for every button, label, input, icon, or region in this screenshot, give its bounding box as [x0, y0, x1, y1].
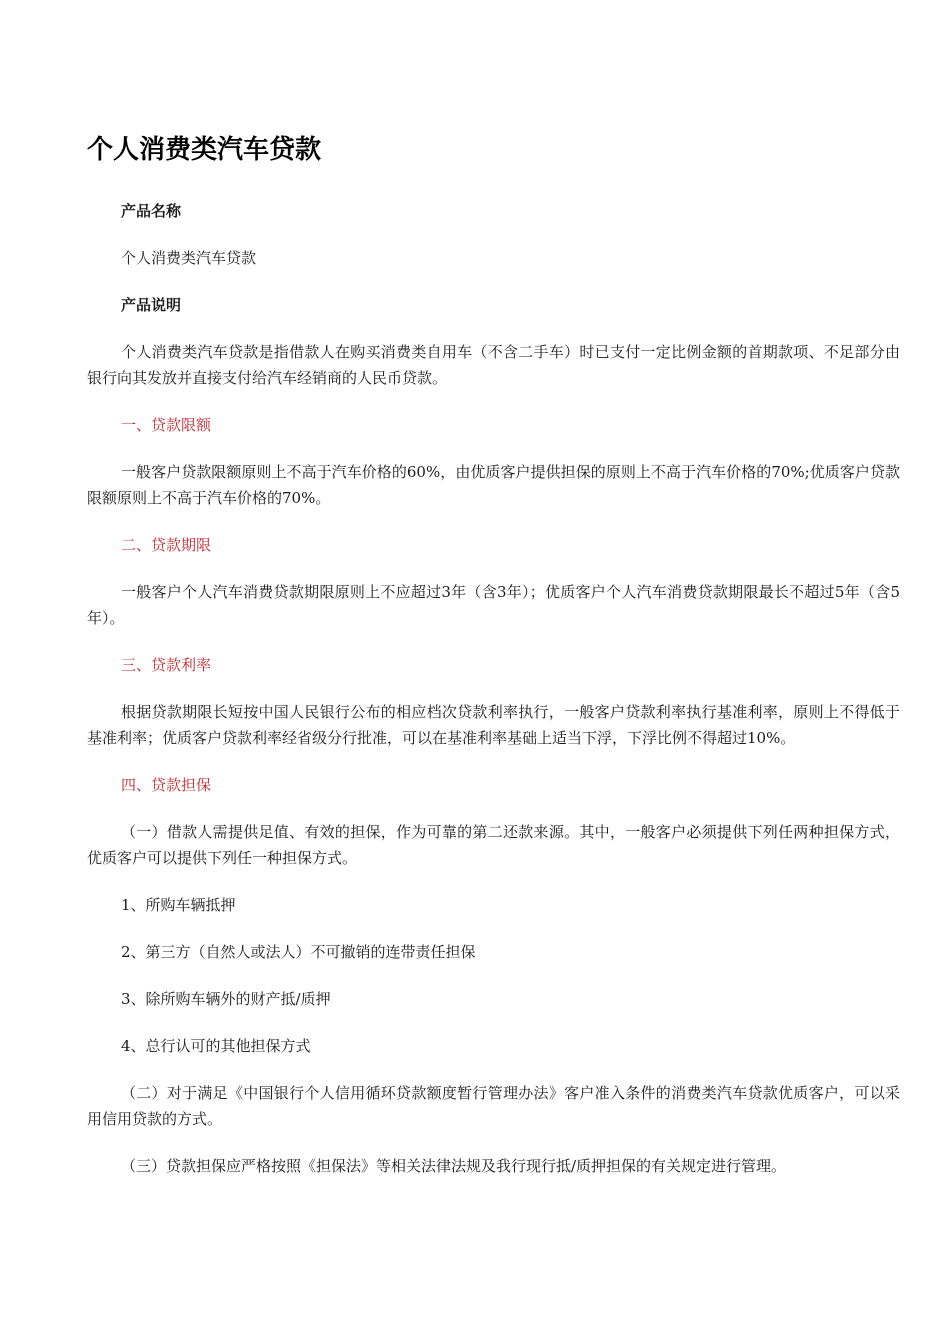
section-heading-guarantee: 四、贷款担保 [121, 776, 212, 794]
section-text-limit: 一般客户贷款限额原则上不高于汽车价格的60%，由优质客户提供担保的原则上不高于汽车价格的70%;优质客户贷款限额原则上不高于汽车价格的70%。 [87, 463, 900, 507]
section-heading-rate: 三、贷款利率 [121, 656, 212, 674]
product-desc: 个人消费类汽车贷款是指借款人在购买消费类自用车（不含二手车）时已支付一定比例金额的首期款项、不足部分由银行向其发放并直接支付给汽车经销商的人民币贷款。 [87, 343, 900, 387]
clause-guarantee-management: （三）贷款担保应严格按照《担保法》等相关法律法规及我行现行抵/质押担保的有关规定进行管理。 [121, 1157, 787, 1175]
section-heading-term: 二、贷款期限 [121, 536, 212, 554]
guarantee-item: 4、总行认可的其他担保方式 [121, 1037, 311, 1055]
guarantee-item: 3、除所购车辆外的财产抵/质押 [121, 990, 331, 1008]
product-name: 个人消费类汽车贷款 [121, 249, 257, 267]
product-name-label: 产品名称 [121, 202, 182, 220]
page-title: 个人消费类汽车贷款 [87, 135, 322, 165]
product-desc-label: 产品说明 [121, 296, 182, 314]
section-heading-limit: 一、贷款限额 [121, 416, 212, 434]
section-text-rate: 根据贷款期限长短按中国人民银行公布的相应档次贷款利率执行，一般客户贷款利率执行基准利率，原则上不得低于基准利率；优质客户贷款利率经省级分行批准，可以在基准利率基础上适当下浮，下浮比例不得超过10%。 [87, 703, 900, 747]
clause-credit-loan: （二）对于满足《中国银行个人信用循环贷款额度暂行管理办法》客户准入条件的消费类汽车贷款优质客户，可以采用信用贷款的方式。 [87, 1084, 900, 1128]
guarantee-item: 1、所购车辆抵押 [121, 896, 236, 914]
guarantee-item: 2、第三方（自然人或法人）不可撤销的连带责任担保 [121, 943, 476, 961]
section-text-guarantee: （一）借款人需提供足值、有效的担保，作为可靠的第二还款来源。其中，一般客户必须提供下列任两种担保方式，优质客户可以提供下列任一种担保方式。 [87, 823, 900, 867]
section-text-term: 一般客户个人汽车消费贷款期限原则上不应超过3年（含3年）；优质客户个人汽车消费贷款期限最长不超过5年（含5年）。 [87, 583, 900, 627]
